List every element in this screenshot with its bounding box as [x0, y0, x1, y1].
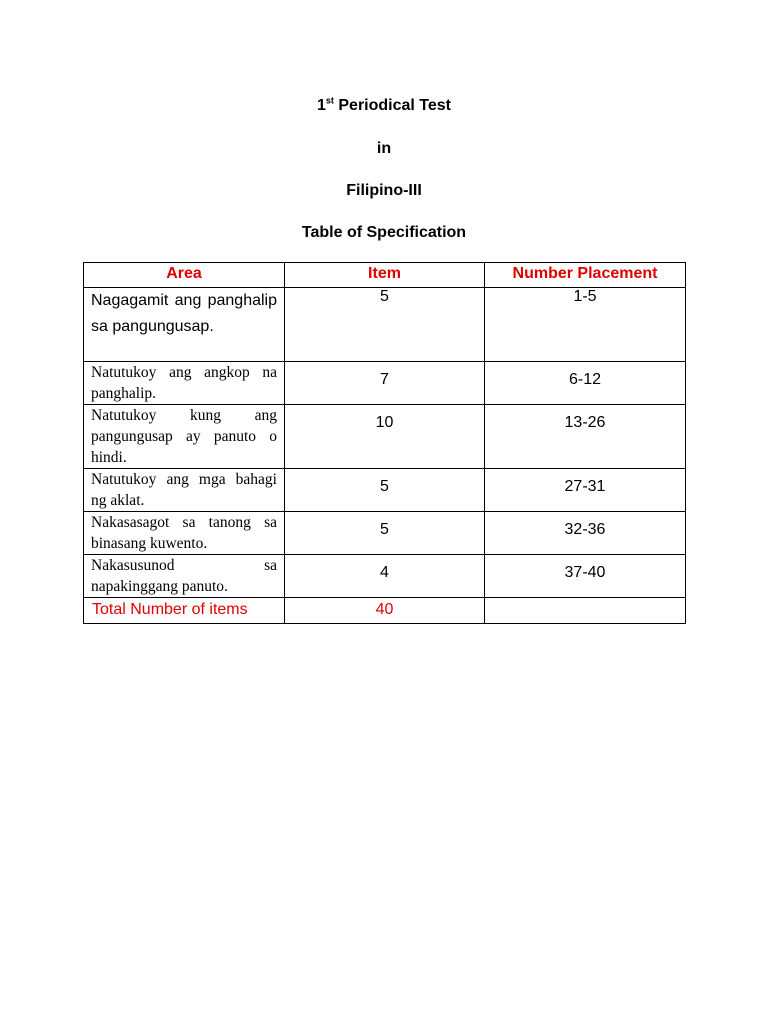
total-item-count: 40: [285, 598, 485, 624]
test-title-in: in: [376, 140, 392, 157]
table-row: [84, 512, 686, 555]
table-row: [84, 288, 686, 362]
title-number: 1: [317, 97, 326, 114]
column-header-area: Area: [84, 263, 285, 288]
item-cell: 5: [285, 512, 485, 555]
table-row: [84, 362, 686, 405]
item-cell: 4: [285, 555, 485, 598]
column-header-item: Item: [285, 263, 485, 288]
title-ordinal-suffix: st: [325, 95, 334, 106]
total-label: Total Number of items: [84, 598, 285, 624]
title-text: Periodical Test: [333, 97, 451, 114]
table-title: Table of Specification: [301, 224, 467, 241]
test-title: [0, 96, 768, 116]
table-row: [84, 405, 686, 469]
placement-cell: 27-31: [485, 469, 686, 512]
column-header-placement: Number Placement: [485, 263, 686, 288]
total-placement: [485, 598, 686, 624]
placement-cell: 37-40: [485, 555, 686, 598]
placement-cell: 1-5: [485, 288, 686, 362]
table-row: [84, 469, 686, 512]
area-cell: Natutukoy kung ang pangungusap ay panuto o hindi.: [84, 405, 285, 469]
item-cell: 5: [285, 469, 485, 512]
area-cell: Nagagamit ang panghalip sa pangungusap.: [84, 288, 285, 362]
area-cell: Natutukoy ang angkop na panghalip.: [84, 362, 285, 405]
total-row: [84, 598, 686, 624]
subject-title: Filipino-III: [346, 182, 422, 199]
specification-table: [83, 262, 686, 624]
item-cell: 10: [285, 405, 485, 469]
placement-cell: 13-26: [485, 405, 686, 469]
placement-cell: 32-36: [485, 512, 686, 555]
item-cell: 7: [285, 362, 485, 405]
table-header-row: [84, 263, 686, 288]
area-cell: Nakasasagot sa tanong sa binasang kuwento.: [84, 512, 285, 555]
area-cell: Natutukoy ang mga bahagi ng aklat.: [84, 469, 285, 512]
table-row: [84, 555, 686, 598]
placement-cell: 6-12: [485, 362, 686, 405]
item-cell: 5: [285, 288, 485, 362]
area-cell: Nakasusunod sa napakinggang panuto.: [84, 555, 285, 598]
